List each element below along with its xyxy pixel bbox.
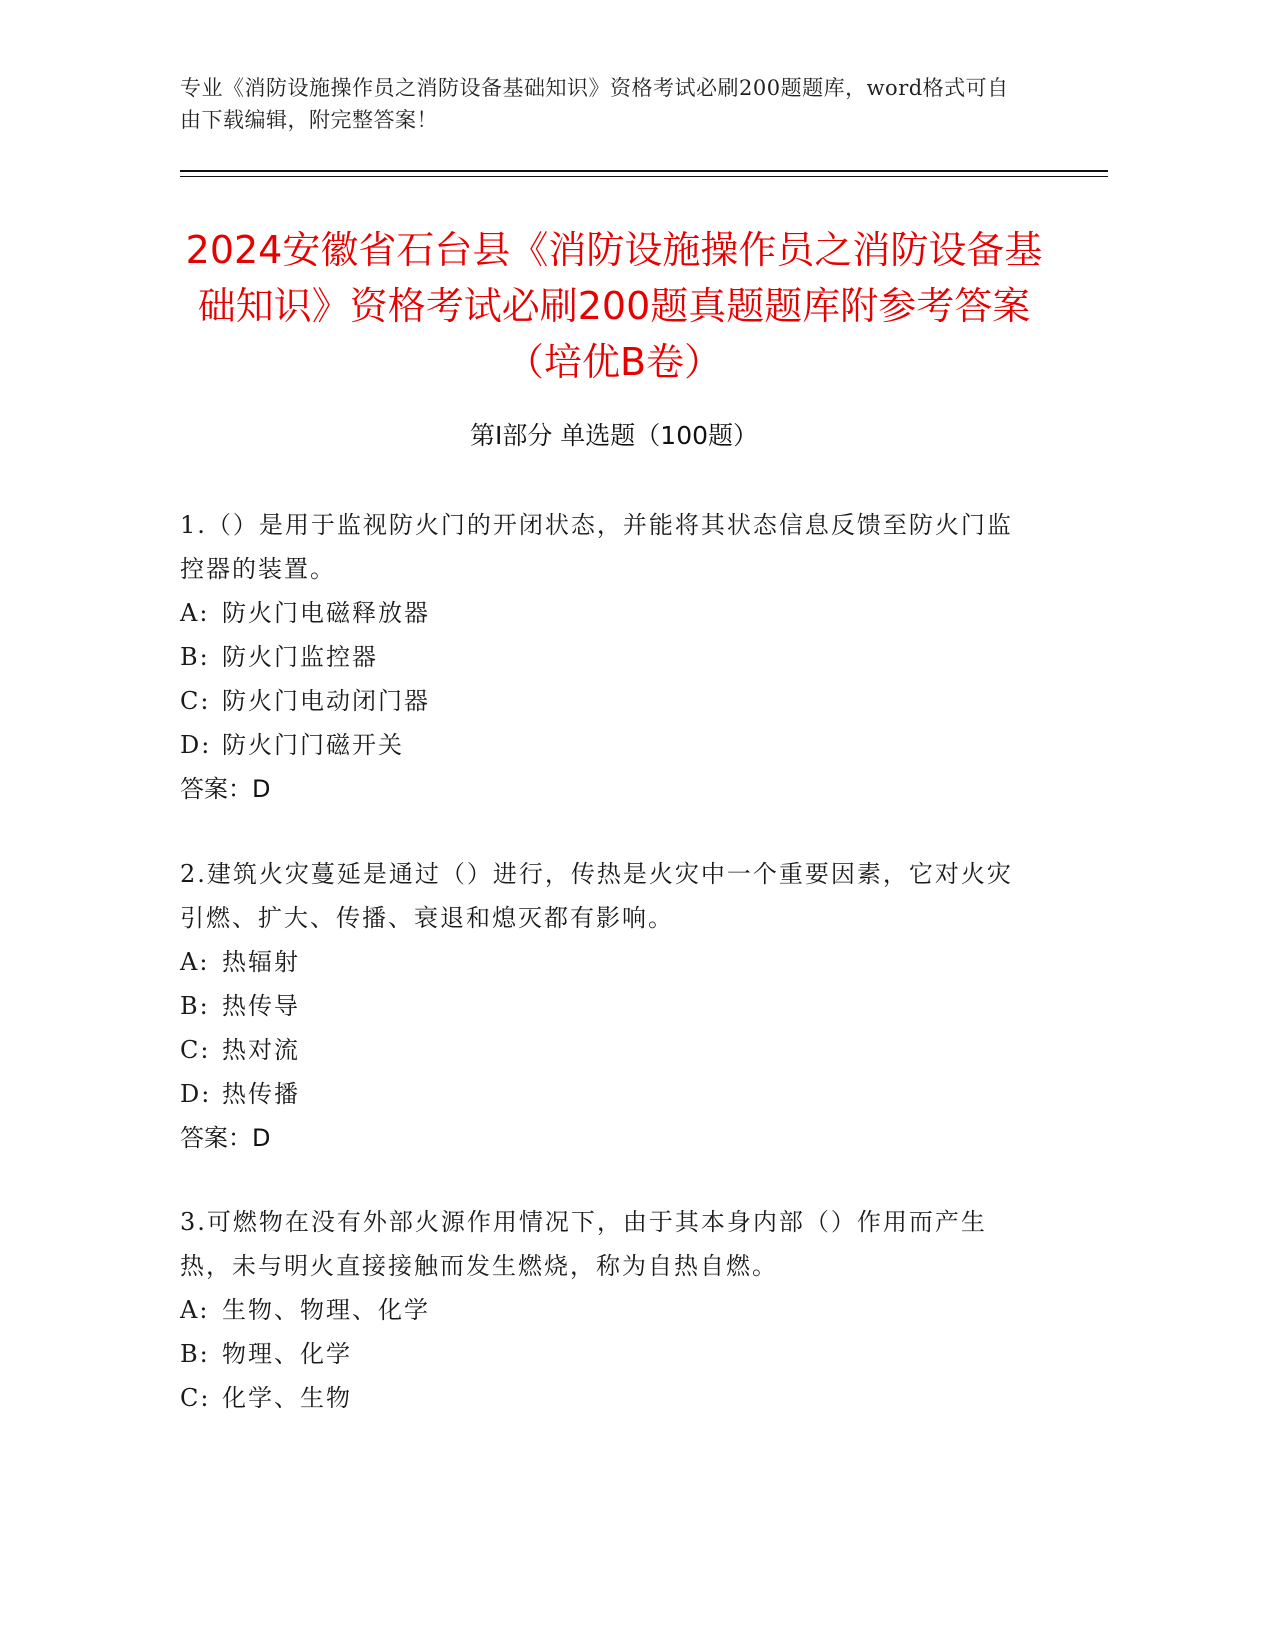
option-c: [180, 679, 1030, 723]
header-note: 专业《消防设施操作员之消防设备基础知识》资格考试必刷200题题库，word格式可自由下载编辑，附完整答案！: [180, 76, 1009, 132]
document-title: 2024安徽省石台县《消防设施操作员之消防设备基础知识》资格考试必刷200题真题题库附参考答案（培优B卷）: [185, 228, 1043, 384]
option-label: C:: [180, 1384, 211, 1412]
option-text: 防火门电动闭门器: [222, 687, 430, 715]
option-label: D:: [180, 1080, 212, 1108]
question-1: [180, 503, 1030, 811]
question-stem: 1.（）是用于监视防火门的开闭状态，并能将其状态信息反馈至防火门监控器的装置。: [180, 511, 1013, 583]
question-3: [180, 1200, 1030, 1420]
question-stem: 3.可燃物在没有外部火源作用情况下，由于其本身内部（）作用而产生热，未与明火直接接触而发生燃烧，称为自热自燃。: [180, 1208, 987, 1280]
answer: 答案：D: [180, 1124, 271, 1152]
option-text: 热传导: [222, 992, 300, 1020]
option-text: 生物、物理、化学: [222, 1296, 430, 1324]
option-a: [180, 1288, 1030, 1332]
option-label: B:: [180, 643, 210, 671]
option-text: 化学、生物: [222, 1384, 352, 1412]
option-d: [180, 723, 1030, 767]
header-divider-thick: [180, 170, 1108, 172]
option-label: B:: [180, 992, 210, 1020]
option-text: 防火门门磁开关: [222, 731, 404, 759]
option-b: [180, 635, 1030, 679]
option-label: D:: [180, 731, 212, 759]
option-a: [180, 591, 1030, 635]
option-text: 物理、化学: [222, 1340, 352, 1368]
header-divider-thin: [180, 176, 1108, 177]
option-a: [180, 940, 1030, 984]
option-text: 热传播: [222, 1080, 300, 1108]
option-c: [180, 1028, 1030, 1072]
option-text: 防火门电磁释放器: [222, 599, 430, 627]
option-d: [180, 1072, 1030, 1116]
option-label: B:: [180, 1340, 210, 1368]
option-text: 热对流: [222, 1036, 300, 1064]
question-2: [180, 852, 1030, 1160]
option-text: 热辐射: [222, 948, 300, 976]
answer: 答案：D: [180, 775, 271, 803]
section-heading: 第I部分 单选题（100题）: [469, 421, 759, 450]
option-label: C:: [180, 687, 211, 715]
question-stem: 2.建筑火灾蔓延是通过（）进行，传热是火灾中一个重要因素，它对火灾引燃、扩大、传播、衰退和熄灭都有影响。: [180, 860, 1013, 932]
option-b: [180, 984, 1030, 1028]
option-label: C:: [180, 1036, 211, 1064]
option-label: A:: [180, 599, 210, 627]
option-label: A:: [180, 948, 210, 976]
option-text: 防火门监控器: [222, 643, 378, 671]
option-label: A:: [180, 1296, 210, 1324]
option-b: [180, 1332, 1030, 1376]
option-c: [180, 1376, 1030, 1420]
